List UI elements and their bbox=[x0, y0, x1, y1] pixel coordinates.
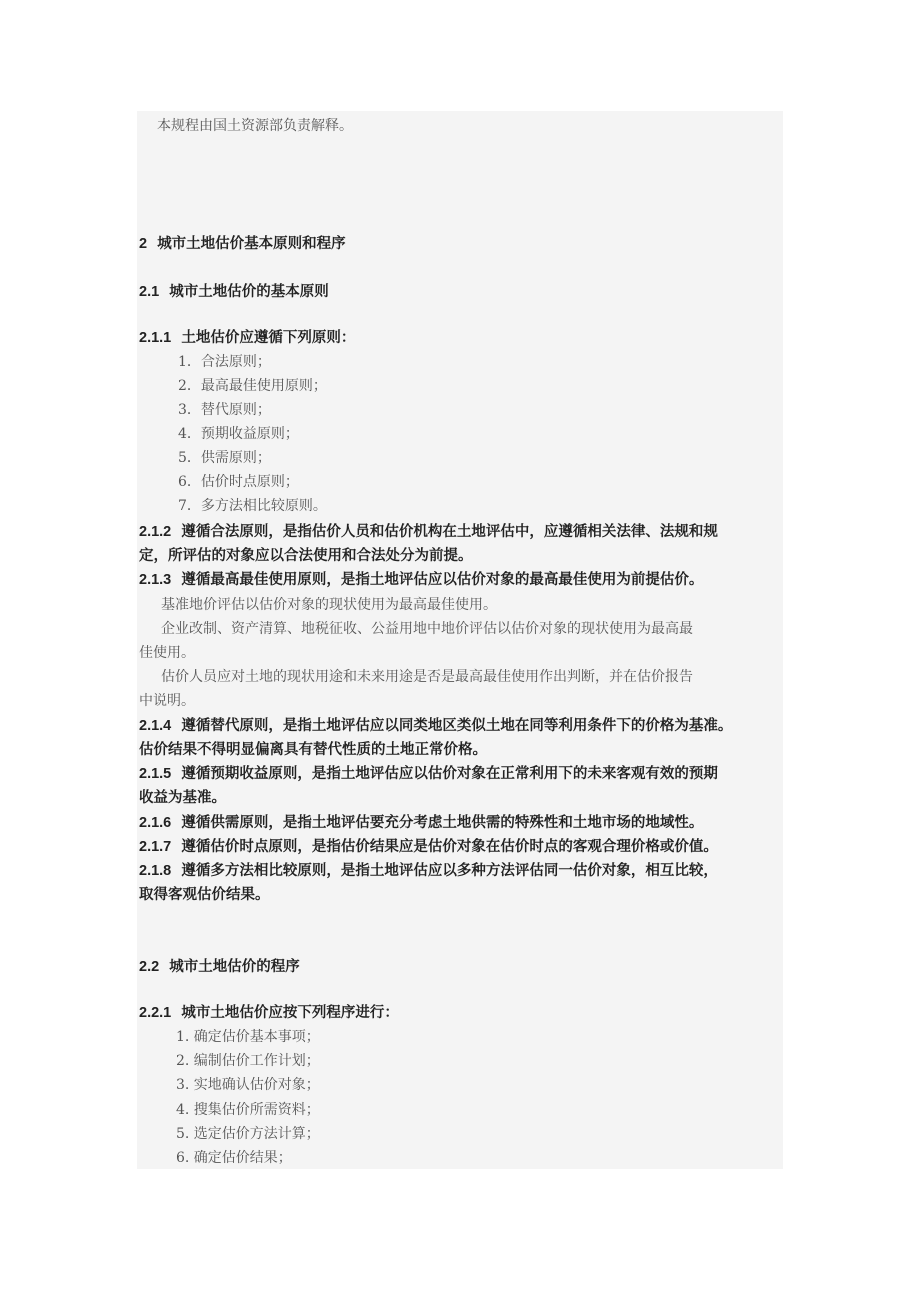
clause-2-1-4-number: 2.1.4 bbox=[139, 718, 172, 734]
clause-2-1-4-text: 遵循替代原则，是指土地评估应以同类地区类似土地在同等利用条件下的价格为基准。 bbox=[181, 718, 733, 734]
principle-list-item: 4．预期收益原则； bbox=[178, 426, 299, 442]
section-2-title: 城市土地估价基本原则和程序 bbox=[157, 236, 346, 252]
clause-2-2-1-text: 城市土地估价应按下列程序进行： bbox=[181, 1005, 399, 1021]
section-2-1-number: 2.1 bbox=[139, 284, 160, 300]
section-2-2-number: 2.2 bbox=[139, 959, 160, 975]
procedure-list-item: 2. 编制估价工作计划； bbox=[176, 1053, 320, 1069]
principle-list-item: 2．最高最佳使用原则； bbox=[178, 378, 327, 394]
section-2-heading bbox=[139, 232, 346, 256]
clause-2-2-1-number: 2.2.1 bbox=[139, 1005, 172, 1021]
procedure-list-item: 4. 搜集估价所需资料； bbox=[176, 1102, 320, 1118]
principle-list-item: 5．供需原则； bbox=[178, 450, 271, 466]
clause-2-1-7-text: 遵循估价时点原则，是指估价结果应是估价对象在估价时点的客观合理价格或价值。 bbox=[181, 839, 718, 855]
clause-2-1-4 bbox=[139, 714, 732, 738]
clause-2-1-3-paragraph-3-continuation: 中说明。 bbox=[139, 693, 195, 709]
clause-2-1-6-number: 2.1.6 bbox=[139, 815, 172, 831]
principle-list-item: 3．替代原则； bbox=[178, 402, 271, 418]
section-2-2-heading bbox=[139, 955, 300, 979]
procedure-list-item: 1. 确定估价基本事项； bbox=[176, 1029, 320, 1045]
section-2-number: 2 bbox=[139, 236, 148, 252]
principle-list-item: 1．合法原则； bbox=[178, 354, 271, 370]
principle-list-item: 6．估价时点原则； bbox=[178, 474, 299, 490]
clause-2-1-3 bbox=[139, 568, 703, 592]
clause-2-1-2-number: 2.1.2 bbox=[139, 524, 172, 540]
clause-2-1-1-number: 2.1.1 bbox=[139, 330, 172, 346]
clause-2-1-8 bbox=[139, 859, 718, 883]
clause-2-1-3-number: 2.1.3 bbox=[139, 572, 172, 588]
section-2-1-title: 城市土地估价的基本原则 bbox=[169, 284, 329, 300]
clause-2-1-8-number: 2.1.8 bbox=[139, 863, 172, 879]
clause-2-1-8-continuation: 取得客观估价结果。 bbox=[139, 887, 270, 903]
intro-paragraph: 本规程由国土资源部负责解释。 bbox=[157, 118, 353, 134]
principle-list-item: 7．多方法相比较原则。 bbox=[178, 498, 327, 514]
section-2-2-title: 城市土地估价的程序 bbox=[169, 959, 300, 975]
clause-2-1-7 bbox=[139, 835, 718, 859]
clause-2-1-4-continuation: 估价结果不得明显偏离具有替代性质的土地正常价格。 bbox=[139, 742, 487, 758]
clause-2-1-3-paragraph-3: 估价人员应对土地的现状用途和未来用途是否是最高最佳使用作出判断，并在估价报告 bbox=[161, 669, 693, 685]
clause-2-1-5 bbox=[139, 762, 718, 786]
clause-2-1-7-number: 2.1.7 bbox=[139, 839, 172, 855]
clause-2-1-2-text: 遵循合法原则，是指估价人员和估价机构在土地评估中，应遵循相关法律、法规和规 bbox=[181, 524, 718, 540]
clause-2-1-3-paragraph-2-continuation: 佳使用。 bbox=[139, 645, 195, 661]
clause-2-1-1 bbox=[139, 326, 355, 350]
clause-2-1-3-text: 遵循最高最佳使用原则，是指土地评估应以估价对象的最高最佳使用为前提估价。 bbox=[181, 572, 704, 588]
procedure-list-item: 5. 选定估价方法计算； bbox=[176, 1126, 320, 1142]
clause-2-1-1-text: 土地估价应遵循下列原则： bbox=[181, 330, 356, 346]
clause-2-1-2-continuation: 定，所评估的对象应以合法使用和合法处分为前提。 bbox=[139, 548, 473, 564]
procedure-list-item: 3. 实地确认估价对象； bbox=[176, 1077, 320, 1093]
procedure-list-item: 6. 确定估价结果； bbox=[176, 1150, 292, 1166]
clause-2-1-5-continuation: 收益为基准。 bbox=[139, 790, 226, 806]
clause-2-1-6-text: 遵循供需原则，是指土地评估要充分考虑土地供需的特殊性和土地市场的地域性。 bbox=[181, 815, 704, 831]
section-2-1-heading bbox=[139, 280, 329, 304]
clause-2-1-5-number: 2.1.5 bbox=[139, 766, 172, 782]
clause-2-1-6 bbox=[139, 811, 703, 835]
clause-2-1-3-paragraph-1: 基准地价评估以估价对象的现状使用为最高最佳使用。 bbox=[161, 597, 497, 613]
clause-2-1-8-text: 遵循多方法相比较原则，是指土地评估应以多种方法评估同一估价对象，相互比较， bbox=[181, 863, 718, 879]
clause-2-2-1 bbox=[139, 1001, 399, 1025]
clause-2-1-3-paragraph-2: 企业改制、资产清算、地税征收、公益用地中地价评估以估价对象的现状使用为最高最 bbox=[161, 621, 693, 637]
clause-2-1-2 bbox=[139, 520, 718, 544]
clause-2-1-5-text: 遵循预期收益原则，是指土地评估应以估价对象在正常利用下的未来客观有效的预期 bbox=[181, 766, 718, 782]
